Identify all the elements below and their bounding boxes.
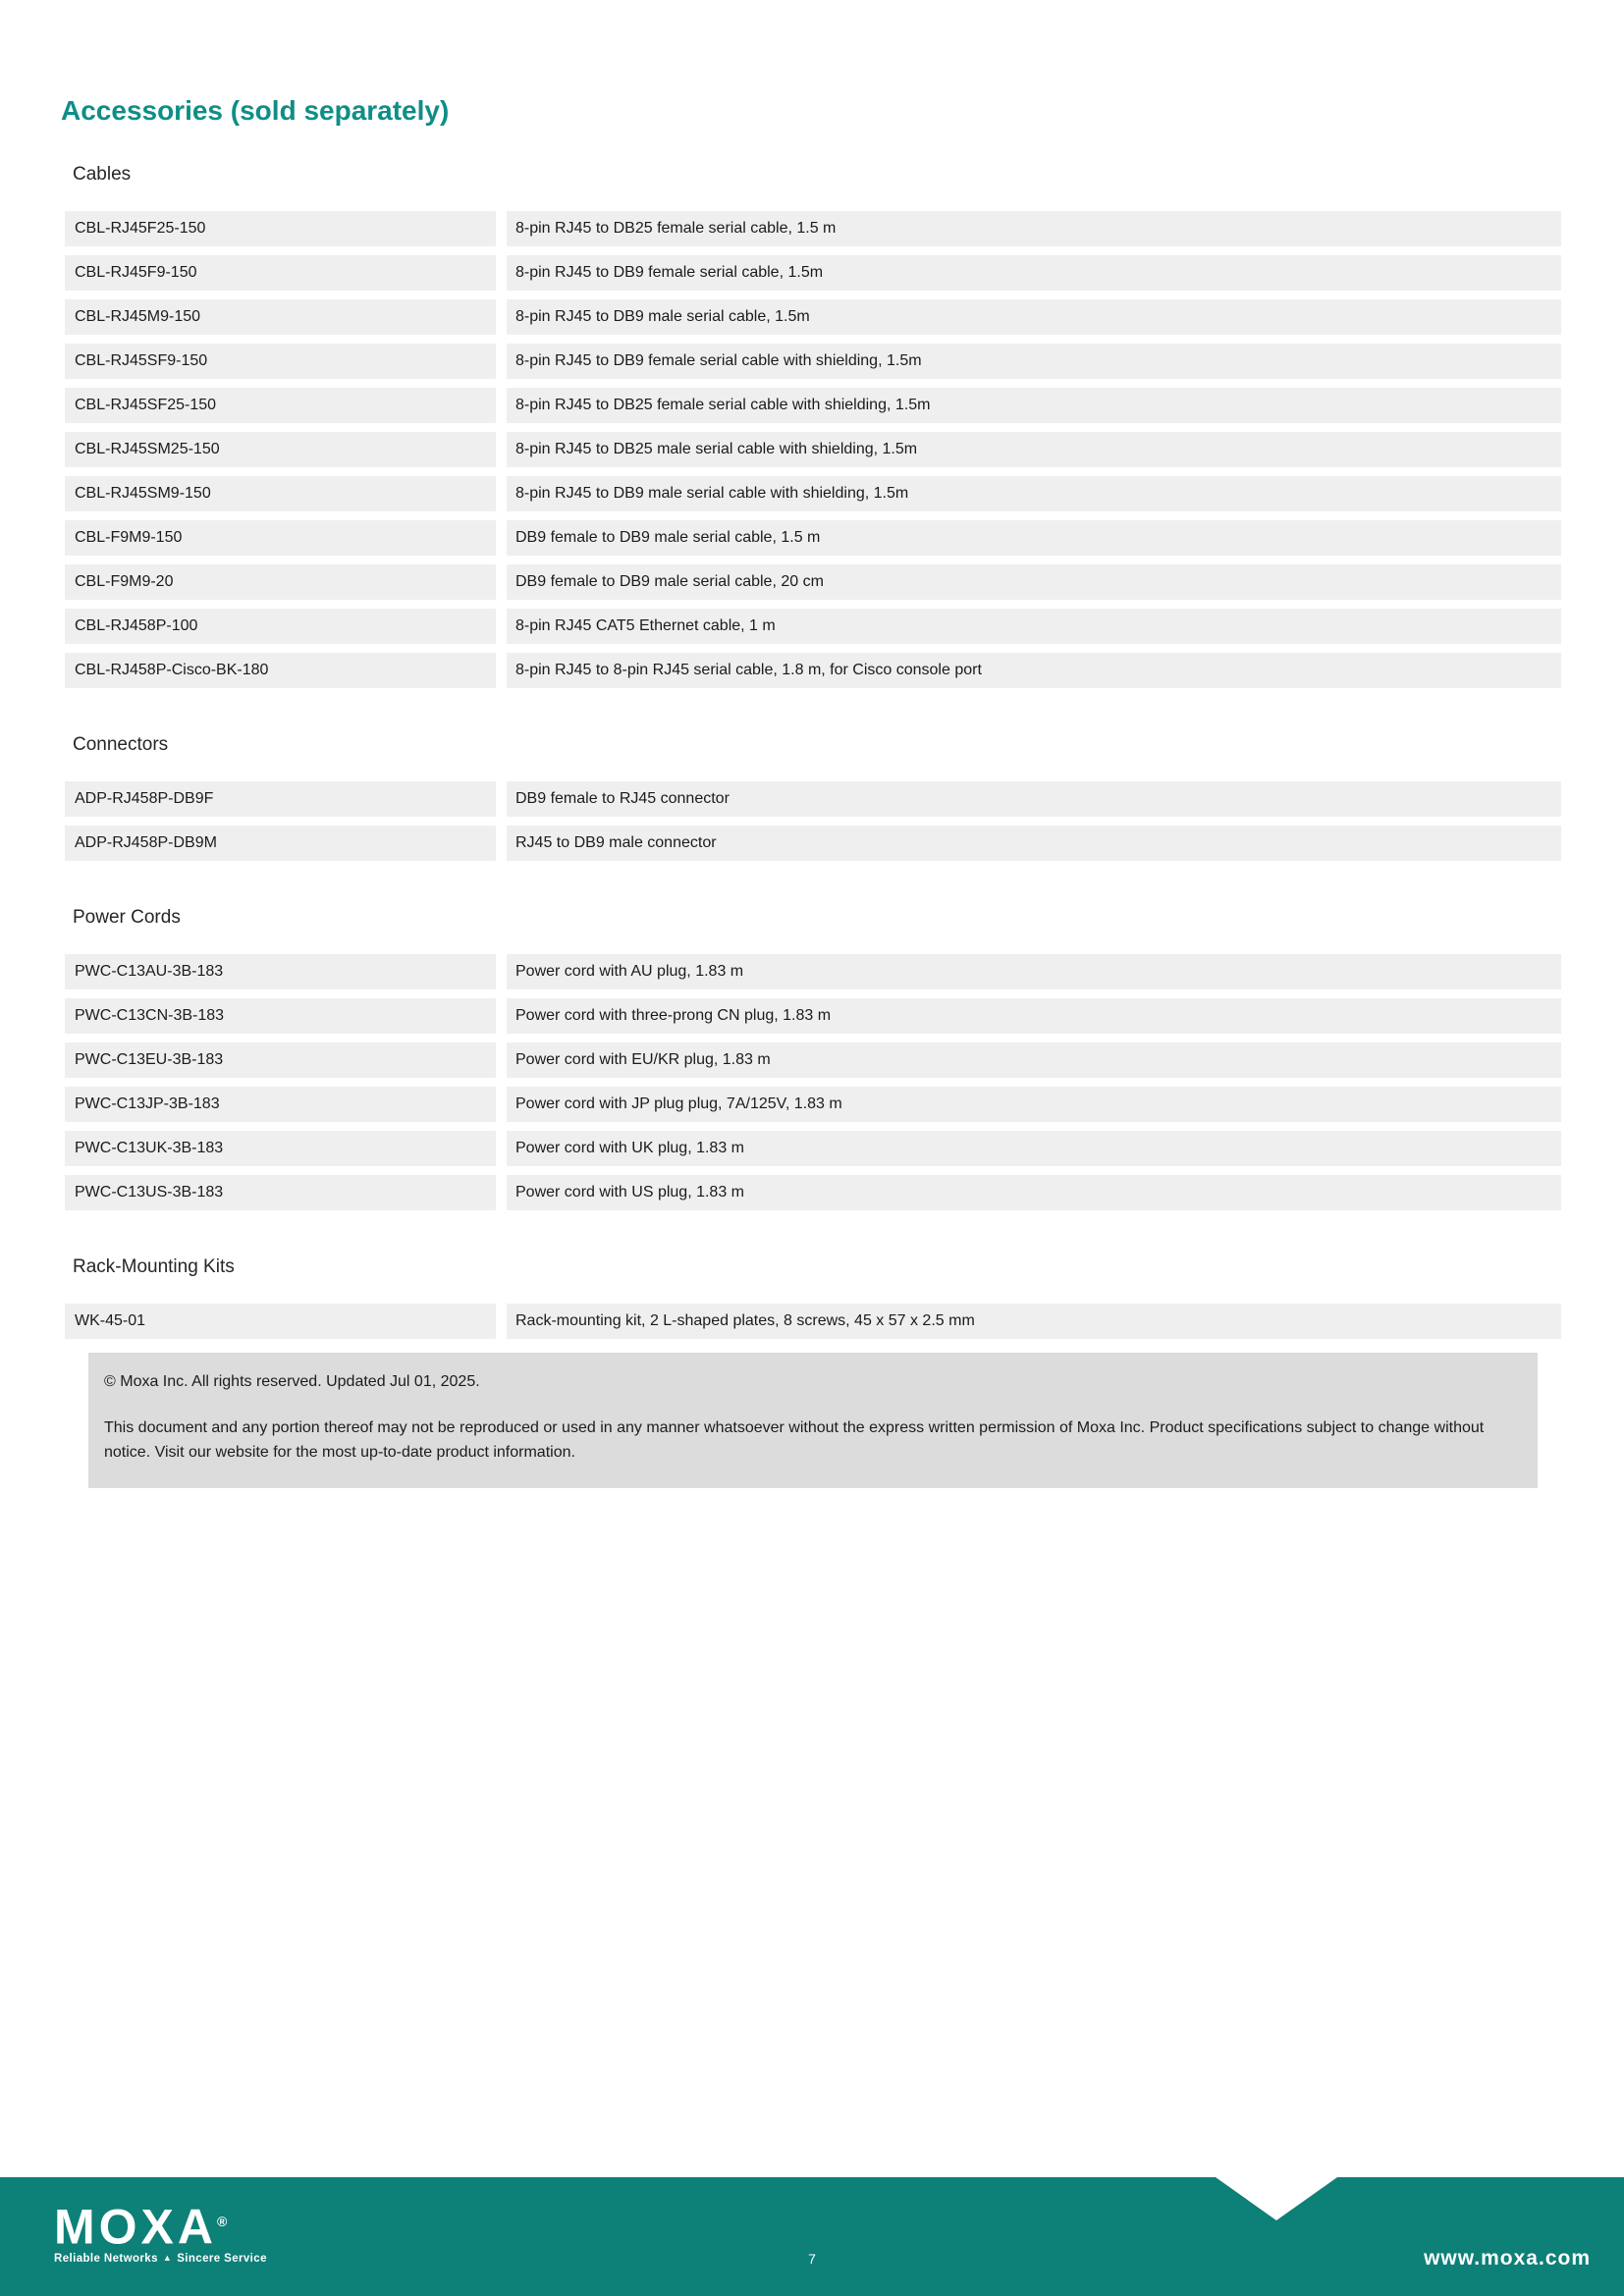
description-cell: DB9 female to RJ45 connector <box>507 781 1561 817</box>
description-cell: 8-pin RJ45 to 8-pin RJ45 serial cable, 1.8 m, for Cisco console port <box>507 653 1561 688</box>
description-cell: 8-pin RJ45 to DB9 female serial cable with shielding, 1.5m <box>507 344 1561 379</box>
table-row <box>65 476 1561 511</box>
table-row <box>65 344 1561 379</box>
section-power-cords <box>0 906 1624 1210</box>
registered-trademark-icon: ® <box>217 2214 228 2229</box>
table-row <box>65 781 1561 817</box>
section-label-connectors: Connectors <box>73 734 169 755</box>
model-cell: PWC-C13EU-3B-183 <box>65 1042 496 1078</box>
description-cell: Power cord with three-prong CN plug, 1.83 m <box>507 998 1561 1034</box>
model-cell: CBL-F9M9-150 <box>65 520 496 556</box>
table-row <box>65 211 1561 246</box>
model-cell: CBL-RJ45SF25-150 <box>65 388 496 423</box>
model-cell: CBL-RJ45SF9-150 <box>65 344 496 379</box>
table-row <box>65 826 1561 861</box>
table-row <box>65 432 1561 467</box>
table-rack-mounting-kits <box>0 1304 1624 1339</box>
description-cell: 8-pin RJ45 to DB9 male serial cable, 1.5m <box>507 299 1561 335</box>
table-row <box>65 255 1561 291</box>
moxa-wordmark <box>54 2199 267 2255</box>
table-row <box>65 1087 1561 1122</box>
model-cell: CBL-RJ45SM25-150 <box>65 432 496 467</box>
model-cell: PWC-C13US-3B-183 <box>65 1175 496 1210</box>
table-connectors <box>0 781 1624 861</box>
model-cell: ADP-RJ458P-DB9M <box>65 826 496 861</box>
table-row <box>65 564 1561 600</box>
model-cell: PWC-C13AU-3B-183 <box>65 954 496 989</box>
page-title: Accessories (sold separately) <box>61 95 450 126</box>
model-cell: PWC-C13JP-3B-183 <box>65 1087 496 1122</box>
triangle-icon: ▲ <box>162 2252 173 2263</box>
description-cell: RJ45 to DB9 male connector <box>507 826 1561 861</box>
section-rack-mounting-kits <box>0 1255 1624 1339</box>
table-row <box>65 520 1561 556</box>
section-cables <box>0 163 1624 688</box>
model-cell: PWC-C13UK-3B-183 <box>65 1131 496 1166</box>
moxa-wordmark-text: MOXA <box>54 2199 217 2255</box>
model-cell: CBL-RJ45M9-150 <box>65 299 496 335</box>
description-cell: DB9 female to DB9 male serial cable, 20 cm <box>507 564 1561 600</box>
table-row <box>65 653 1561 688</box>
section-label-power-cords: Power Cords <box>73 907 181 928</box>
table-power-cords <box>0 954 1624 1210</box>
table-row <box>65 1131 1561 1166</box>
website-link[interactable]: www.moxa.com <box>1424 2247 1591 2269</box>
description-cell: 8-pin RJ45 to DB9 female serial cable, 1.5m <box>507 255 1561 291</box>
model-cell: PWC-C13CN-3B-183 <box>65 998 496 1034</box>
model-cell: CBL-RJ458P-Cisco-BK-180 <box>65 653 496 688</box>
disclaimer-text: This document and any portion thereof may not be reproduced or used in any manner whatsoever without the express written permission of Moxa Inc. Product specifications subject to change without notice. Visit our website for the most up-to-date product information. <box>104 1419 1485 1461</box>
description-cell: 8-pin RJ45 CAT5 Ethernet cable, 1 m <box>507 609 1561 644</box>
description-cell: Rack-mounting kit, 2 L-shaped plates, 8 screws, 45 x 57 x 2.5 mm <box>507 1304 1561 1339</box>
description-cell: Power cord with AU plug, 1.83 m <box>507 954 1561 989</box>
description-cell: Power cord with UK plug, 1.83 m <box>507 1131 1561 1166</box>
model-cell: CBL-RJ45F25-150 <box>65 211 496 246</box>
table-row <box>65 299 1561 335</box>
table-row <box>65 998 1561 1034</box>
tagline-right-text: Sincere Service <box>177 2252 267 2265</box>
description-cell: DB9 female to DB9 male serial cable, 1.5 m <box>507 520 1561 556</box>
description-cell: 8-pin RJ45 to DB9 male serial cable with shielding, 1.5m <box>507 476 1561 511</box>
legal-box <box>88 1353 1538 1488</box>
table-row <box>65 388 1561 423</box>
model-cell: CBL-RJ45SM9-150 <box>65 476 496 511</box>
section-label-rack-mounting-kits: Rack-Mounting Kits <box>73 1256 235 1277</box>
tagline-left-text: Reliable Networks <box>54 2252 158 2265</box>
description-cell: 8-pin RJ45 to DB25 female serial cable with shielding, 1.5m <box>507 388 1561 423</box>
description-cell: 8-pin RJ45 to DB25 female serial cable, 1.5 m <box>507 211 1561 246</box>
table-row <box>65 1304 1561 1339</box>
copyright-text: © Moxa Inc. All rights reserved. Updated Jul 01, 2025. <box>104 1373 480 1390</box>
model-cell: WK-45-01 <box>65 1304 496 1339</box>
table-row <box>65 1042 1561 1078</box>
page-number: 7 <box>808 2251 816 2267</box>
description-cell: Power cord with US plug, 1.83 m <box>507 1175 1561 1210</box>
table-row <box>65 609 1561 644</box>
model-cell: CBL-F9M9-20 <box>65 564 496 600</box>
table-cables <box>0 211 1624 688</box>
footer-band <box>0 2177 1624 2296</box>
description-cell: 8-pin RJ45 to DB25 male serial cable with shielding, 1.5m <box>507 432 1561 467</box>
footer-notch-shape <box>1216 2177 1337 2220</box>
model-cell: CBL-RJ458P-100 <box>65 609 496 644</box>
description-cell: Power cord with JP plug plug, 7A/125V, 1.83 m <box>507 1087 1561 1122</box>
model-cell: ADP-RJ458P-DB9F <box>65 781 496 817</box>
description-cell: Power cord with EU/KR plug, 1.83 m <box>507 1042 1561 1078</box>
table-row <box>65 954 1561 989</box>
section-label-cables: Cables <box>73 164 132 185</box>
table-row <box>65 1175 1561 1210</box>
sections <box>0 163 1624 1339</box>
section-connectors <box>0 733 1624 861</box>
model-cell: CBL-RJ45F9-150 <box>65 255 496 291</box>
